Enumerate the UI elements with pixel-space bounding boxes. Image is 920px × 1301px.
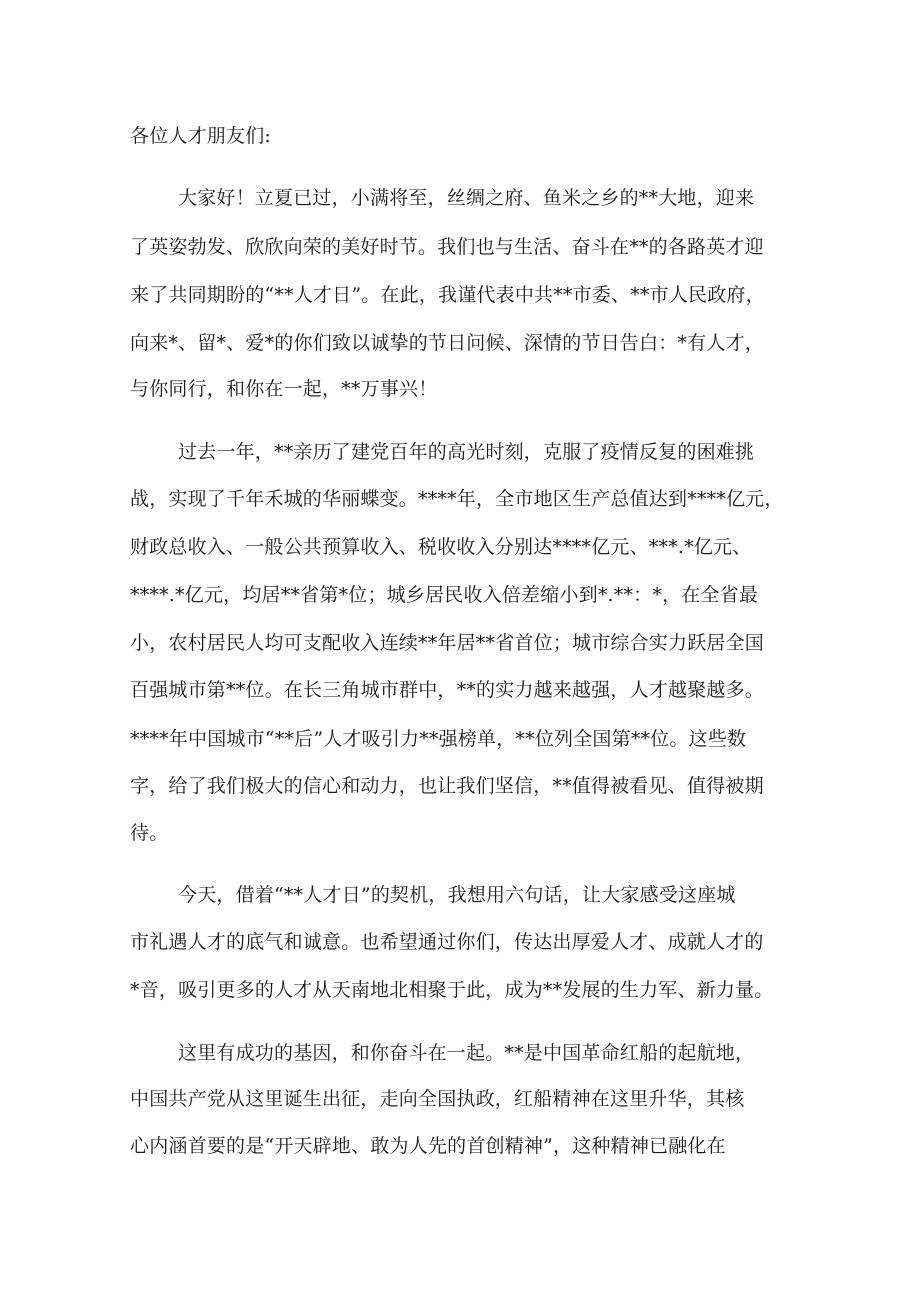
paragraph-line: 大家好！立夏已过，小满将至，丝绸之府、鱼米之乡的**大地，迎来 (178, 187, 755, 209)
paragraph-line: 了英姿勃发、欣欣向荣的美好时节。我们也与生活、奋斗在**的各路英才迎 (130, 236, 764, 258)
paragraph-line: 待。 (130, 822, 169, 844)
paragraph-line: 小，农村居民人均可支配收入连续**年居**省首位；城市综合实力跃居全国 (130, 632, 765, 654)
paragraph-line: 向来*、留*、爱*的你们致以诚挚的节日问候、深情的节日告白：*有人才， (130, 332, 765, 354)
salutation: 各位人才朋友们: (130, 125, 272, 147)
paragraph-line: *音，吸引更多的人才从天南地北相聚于此，成为**发展的生力军、新力量。 (130, 979, 774, 1001)
paragraph-line: 这里有成功的基因，和你奋斗在一起。**是中国革命红船的起航地， (178, 1042, 755, 1064)
paragraph-line: 中国共产党从这里诞生出征，走向全国执政，红船精神在这里升华，其核 (130, 1088, 745, 1110)
paragraph-line: 过去一年，**亲历了建党百年的高光时刻，克服了疫情反复的困难挑 (178, 441, 755, 463)
paragraph-line: 市礼遇人才的底气和诚意。也希望通过你们，传达出厚爱人才、成就人才的 (130, 931, 764, 953)
paragraph-line: 来了共同期盼的“**人才日”。在此，我谨代表中共**市委、**市人民政府， (130, 284, 765, 306)
paragraph-line: 财政总收入、一般公共预算收入、税收收入分别达****亿元、***.*亿元、 (130, 536, 752, 558)
paragraph-line: ****年中国城市“**后”人才吸引力**强榜单，**位列全国第**位。这些数 (130, 728, 747, 750)
paragraph-line: 心内涵首要的是“开天辟地、敢为人先的首创精神”，这种精神已融化在 (130, 1135, 726, 1157)
paragraph-line: 百强城市第**位。在长三角城市群中，**的实力越来越强，人才越聚越多。 (130, 679, 765, 701)
paragraph-line: ****.*亿元，均居**省第*位；城乡居民收入倍差缩小到*.**：*，在全省最 (130, 584, 759, 606)
paragraph-line: 今天，借着“**人才日”的契机，我想用六句话，让大家感受这座城 (178, 884, 736, 906)
paragraph-line: 字，给了我们极大的信心和动力，也让我们坚信，**值得被看见、值得被期 (130, 775, 764, 797)
paragraph-line: 与你同行，和你在一起，**万事兴！ (130, 378, 438, 400)
paragraph-line: 战，实现了千年禾城的华丽蝶变。****年，全市地区生产总值达到****亿元， (130, 488, 784, 510)
